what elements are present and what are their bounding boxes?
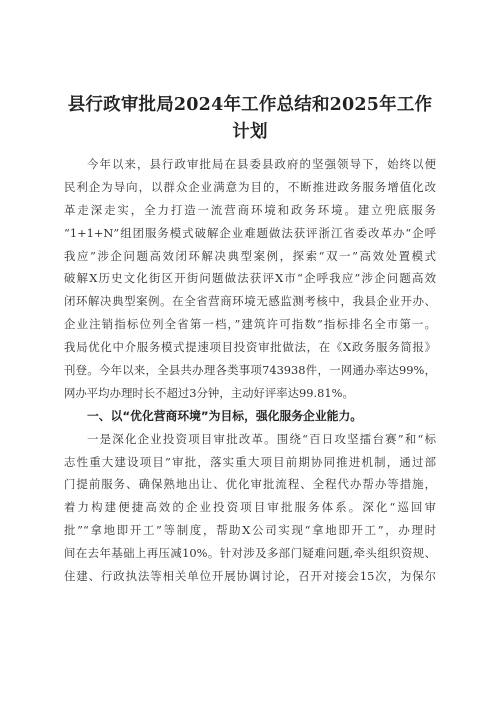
- paragraph-line: 今年以来，县行政审批局在县委县政府的坚强领导下，始终以便: [87, 157, 436, 171]
- paragraph-line: 门提前服务、确保熟地出让、优化审批流程、全程代办帮办等措施，: [64, 477, 436, 492]
- paragraph-line: “1+1+N”组团服务模式破解企业难题做法获评浙江省委改革办“企呼: [64, 225, 436, 240]
- paragraph-line: 住建、行政执法等相关单位开展协调讨论，召开对接会15次，为保尔: [64, 569, 436, 584]
- paragraph-line: 刊登。今年以来，全县共办理各类事项743938件，一网通办率达99%，: [64, 363, 436, 378]
- title-line-1: 县行政审批局2024年工作总结和2025年工作: [67, 95, 433, 115]
- paragraph-line: 破解X历史文化街区开街问题做法获评X市“企呼我应”涉企问题高效: [64, 271, 436, 286]
- paragraph-line: 我应”涉企问题高效闭环解决典型案例，探索“双一”高效处置模式: [64, 248, 436, 263]
- paragraph-line: 我局优化中介服务模式提速项目投资审批做法，在《X政务服务简报》: [64, 340, 436, 355]
- paragraph-line: 间在去年基础上再压减10%。针对涉及多部门疑难问题,牵头组织资规、: [64, 546, 436, 561]
- paragraph-line: 着力构建便捷高效的企业投资项目审批服务体系。深化“巡回审: [64, 500, 436, 515]
- paragraph-line: 志性重大建设项目”审批，落实重大项目前期协同推进机制，通过部: [64, 454, 436, 469]
- document-body: [64, 153, 436, 588]
- paragraph-line: 一是深化企业投资项目审批改革。围绕“百日攻坚擂台赛”和“标: [87, 431, 436, 446]
- paragraph-line: 企业注销指标位列全省第一档，”建筑许可指数”指标排名全市第一。: [64, 317, 436, 332]
- paragraph-line: 闭环解决典型案例。在全省营商环境无感监测考核中，我县企业开办、: [64, 294, 436, 309]
- section-heading: 一、以“优化营商环境”为目标，强化服务企业能力。: [87, 408, 363, 423]
- document-title: [50, 92, 450, 146]
- paragraph-line: 批”“拿地即开工”等制度，帮助X公司实现“拿地即开工”，办理时: [64, 523, 436, 538]
- paragraph-line: 网办平均办理时长不超过3分钟，主动好评率达99.81%。: [64, 385, 354, 400]
- paragraph-line: 革走深走实，全力打造一流营商环境和政务环境。建立兜底服务: [64, 202, 436, 217]
- paragraph-line: 民利企为导向，以群众企业满意为目的，不断推进政务服务增值化改: [64, 179, 436, 194]
- title-line-2: 计划: [232, 122, 268, 142]
